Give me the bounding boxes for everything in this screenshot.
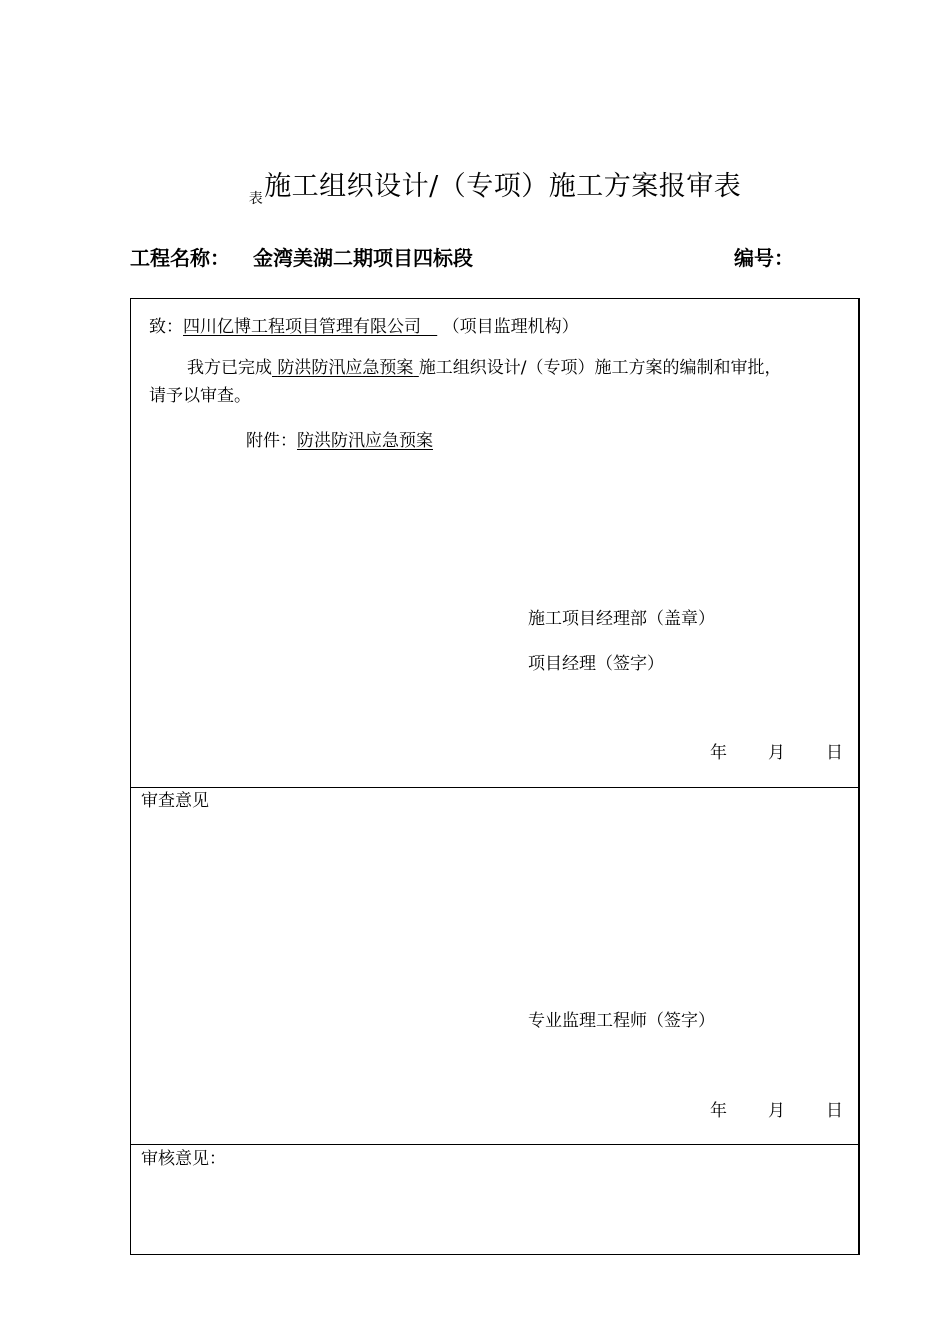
review-date-day: 日 — [826, 1101, 843, 1121]
review-section — [131, 787, 858, 1144]
plan-name: 防洪防汛应急预案 — [277, 358, 414, 378]
attachment-label: 附件： — [246, 431, 297, 451]
audit-heading: 审核意见： — [141, 1149, 226, 1169]
submission-date-day: 日 — [826, 743, 843, 763]
attachment-line — [246, 431, 433, 451]
submission-date-month: 月 — [768, 743, 785, 763]
review-date-year: 年 — [710, 1101, 727, 1121]
attachment-name: 防洪防汛应急预案 — [297, 431, 433, 451]
recipient-label: 致： — [149, 317, 183, 337]
body-mid-text: 施工组织设计/（专项）施工方案的编制和审批， — [418, 358, 782, 378]
recipient-org: 四川亿博工程项目管理有限公司 — [183, 317, 421, 337]
recipient-org-suffix: （项目监理机构） — [442, 317, 579, 337]
manager-sign-label: 项目经理（签字） — [528, 654, 664, 674]
project-name-label: 工程名称： — [130, 246, 230, 270]
title-prefix: 表 — [248, 191, 264, 207]
recipient-line — [149, 317, 579, 337]
review-heading: 审查意见 — [141, 791, 209, 811]
review-date-month: 月 — [768, 1101, 785, 1121]
engineer-sign-label: 专业监理工程师（签字） — [528, 1011, 715, 1031]
submission-date-year: 年 — [710, 743, 727, 763]
submission-body-line-1 — [187, 358, 782, 378]
body-lead-text: 我方已完成 — [187, 358, 272, 378]
stamp-label: 施工项目经理部（盖章） — [528, 609, 715, 629]
audit-section — [131, 1144, 858, 1255]
submission-body-line-2: 请予以审查。 — [149, 386, 251, 406]
document-number-label: 编号： — [734, 246, 794, 270]
document-title — [0, 164, 950, 208]
project-name-value: 金湾美湖二期项目四标段 — [253, 246, 473, 270]
title-text: 施工组织设计/（专项）施工方案报审表 — [264, 171, 742, 202]
approval-form-table — [130, 298, 860, 1255]
submission-section — [131, 299, 858, 787]
